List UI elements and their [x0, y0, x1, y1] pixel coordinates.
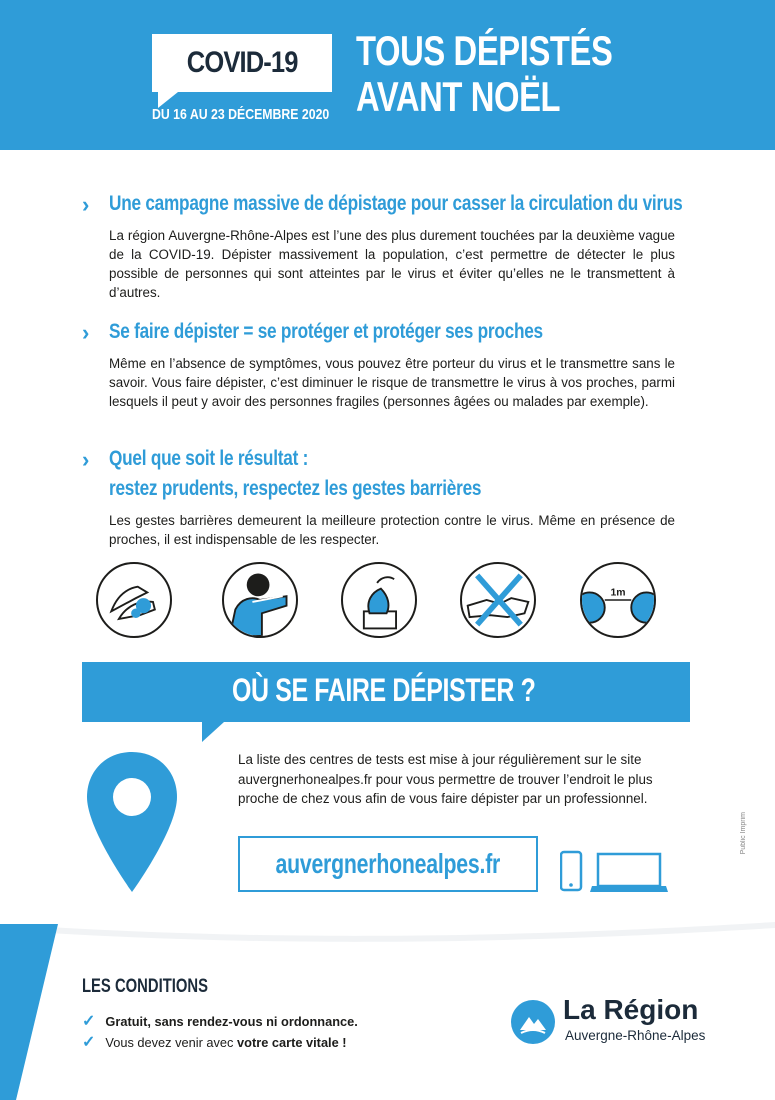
headline	[356, 28, 612, 120]
website-link[interactable]	[238, 836, 538, 892]
no-handshake-icon	[460, 562, 536, 638]
chevron-right-icon: ›	[82, 320, 90, 345]
where-banner	[82, 662, 690, 722]
chevron-right-icon: ›	[82, 447, 90, 472]
cough-elbow-icon	[222, 562, 298, 638]
region-logo-icon	[511, 1000, 555, 1044]
chevron-right-icon: ›	[82, 192, 90, 217]
section-text: La région Auvergne-Rhône-Alpes est l’une des plus durement touchées par la deuxième vague de la COVID-19. Dépister massivement la population, c’est permettre de détecter le plus possible de personnes qui sont atteintes par le virus et éviter qu’elles ne le transmettent à d’autres.	[109, 228, 675, 300]
region-logo-sub: Auvergne-Rhône-Alpes	[565, 1028, 706, 1043]
condition-text-bold: votre carte vitale !	[237, 1035, 347, 1050]
devices-icon	[560, 850, 670, 894]
condition-item	[82, 1011, 358, 1031]
headline-line-1: TOUS DÉPISTÉS	[356, 27, 613, 74]
where-title: OÙ SE FAIRE DÉPISTER ?	[232, 672, 536, 708]
section-text: Les gestes barrières demeurent la meilleure protection contre le virus. Même en présence de proches, il est indispensable de les respecter.	[109, 513, 675, 547]
covid-badge	[152, 34, 332, 92]
condition-item	[82, 1032, 347, 1052]
region-logo-name: La Région	[563, 994, 699, 1025]
condition-text-prefix: Vous devez venir avec	[105, 1035, 238, 1050]
where-text: La liste des centres de tests est mise à jour régulièrement sur le site auvergnerhonealpes.fr pour vous permettre de trouver l’endroit le plus proche de chez vous afin de vous faire dépister par un professionnel.	[238, 752, 653, 806]
distance-icon	[580, 562, 656, 638]
section-title: Une campagne massive de dépistage pour casser la circulation du virus	[109, 192, 683, 215]
headline-line-2: AVANT NOËL	[356, 73, 561, 120]
website-url[interactable]: auvergnerhonealpes.fr	[275, 848, 501, 879]
printer-credit: Public Imprim	[740, 812, 747, 855]
section-title-line-1: Quel que soit le résultat :	[109, 447, 309, 470]
campaign-dates: DU 16 AU 23 DÉCEMBRE 2020	[152, 106, 330, 123]
section-title: Se faire dépister = se protéger et protéger ses proches	[109, 320, 543, 343]
check-icon: ✓	[82, 1013, 96, 1030]
check-icon: ✓	[82, 1034, 96, 1051]
section-title-line-2: restez prudents, respectez les gestes barrières	[109, 477, 482, 500]
condition-text: Gratuit, sans rendez-vous ni ordonnance.	[105, 1014, 358, 1029]
location-pin-icon	[83, 748, 181, 896]
header-banner	[0, 0, 775, 150]
covid-badge-label: COVID-19	[186, 46, 298, 79]
hand-washing-icon	[96, 562, 172, 638]
tissue-icon	[341, 562, 417, 638]
barrier-gestures-icons	[96, 562, 676, 638]
section-text: Même en l’absence de symptômes, vous pouvez être porteur du virus et le transmettre sans le savoir. Vous faire dépister, c’est diminuer le risque de transmettre le virus à vos proches, parmi lesquels il peut y avoir des personnes fragiles (personnes âgées ou malades par exemple).	[109, 356, 675, 409]
conditions-title: LES CONDITIONS	[82, 976, 208, 997]
distance-label: 1m	[610, 587, 626, 599]
